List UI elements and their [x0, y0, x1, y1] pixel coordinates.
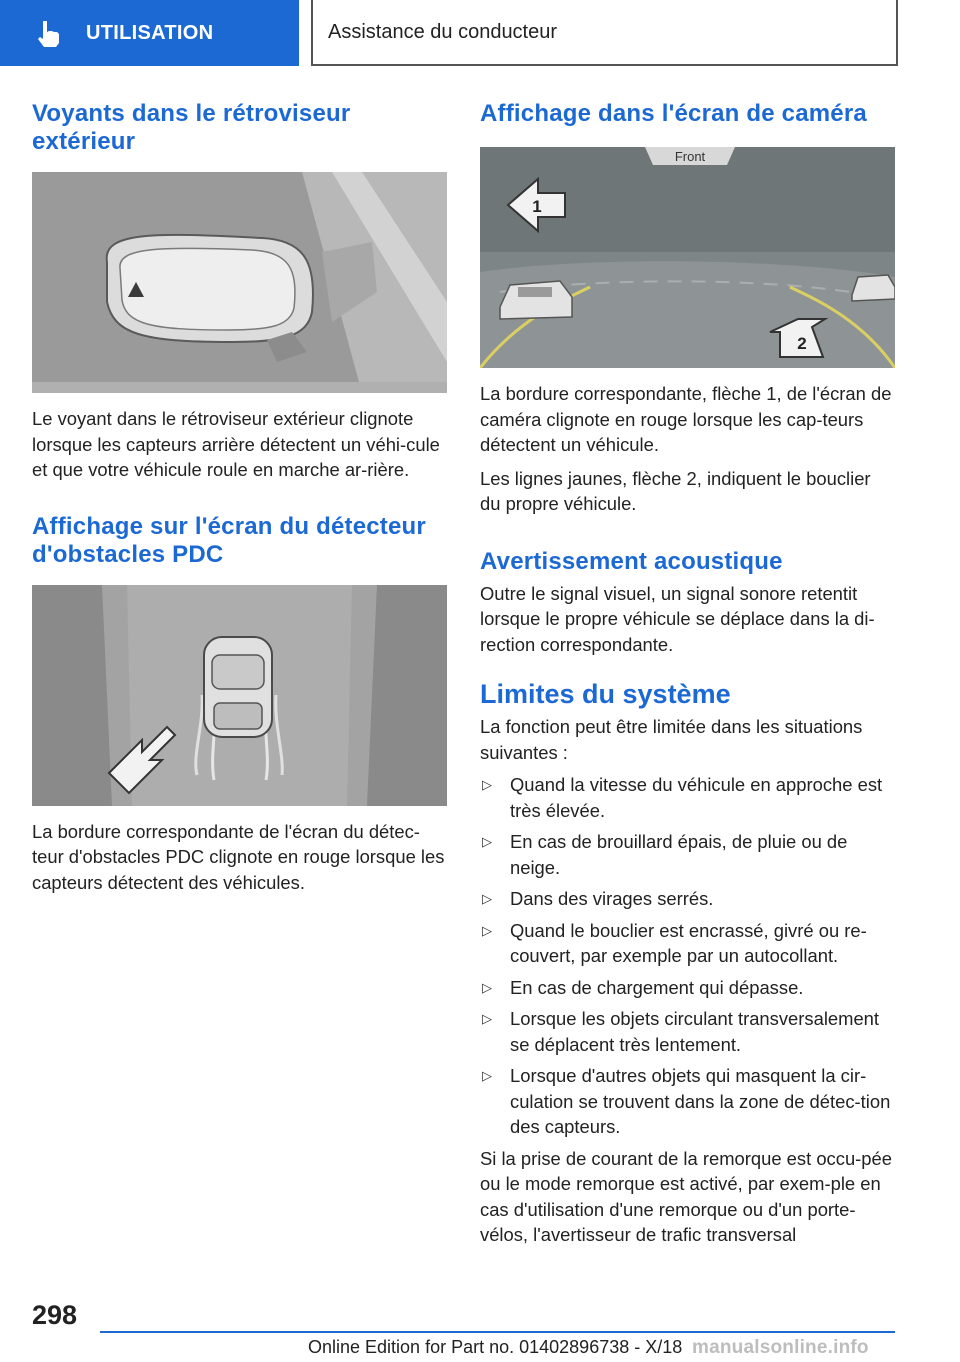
list-item: ▷ En cas de brouillard épais, de pluie ou de neige.: [482, 831, 848, 878]
side-mirror-image: [32, 172, 447, 393]
hand-pointer-icon: [34, 18, 64, 48]
section-title: Assistance du conducteur: [328, 20, 558, 43]
heading-mirror-indicators: Voyants dans le rétroviseur extérieur: [32, 100, 351, 155]
limits-intro: La fonction peut être limitée dans les situations suivantes :: [480, 716, 863, 763]
list-item: ▷ En cas de chargement qui dépasse.: [480, 975, 895, 1001]
list-item: ▷ Quand le bouclier est encrassé, givré ou re-couvert, par exemple par un autocollant.: [482, 919, 867, 966]
list-item: ▷ Lorsque d'autres objets qui masquent la cir-culation se trouvent dans la zone de détec-tion des capteurs.: [482, 1065, 891, 1137]
right-car-shape: [852, 275, 895, 301]
footer-divider: [100, 1331, 895, 1333]
page-number: 298: [32, 1300, 78, 1330]
watermark: manualsonline.info: [692, 1337, 869, 1358]
chapter-tab-label: UTILISATION: [86, 21, 214, 44]
list-item: ▷ Dans des virages serrés.: [480, 886, 895, 912]
camera-arrow2-label: 2: [797, 334, 807, 353]
right-column: [480, 100, 895, 1248]
limits-list: [480, 772, 895, 1140]
triangle-bullet-icon: ▷: [482, 891, 492, 906]
triangle-bullet-icon: ▷: [482, 1011, 492, 1026]
chapter-tab[interactable]: [0, 0, 299, 66]
triangle-bullet-icon: ▷: [482, 777, 492, 792]
acoustic-paragraph: Outre le signal visuel, un signal sonore retentit lorsque le propre véhicule se déplace dans la di-rection correspondante.: [480, 582, 875, 655]
heading-acoustic-warning: Avertissement acoustique: [480, 547, 783, 575]
triangle-bullet-icon: ▷: [482, 834, 492, 849]
camera-front-label: Front: [674, 149, 706, 164]
mirror-paragraph: Le voyant dans le rétroviseur extérieur clignote lorsque les capteurs arrière détectent un véhi-cule et que votre véhicule roule en marche ar-rière.: [32, 408, 440, 480]
pdc-paragraph: La bordure correspondante de l'écran du détec-teur d'obstacles PDC clignote en rouge lorsque les capteurs détectent des véhicules.: [32, 820, 445, 893]
heading-camera-display: Affichage dans l'écran de caméra: [480, 100, 867, 127]
left-column: [32, 100, 447, 895]
list-item: ▷ Quand la vitesse du véhicule en approche est très élevée.: [482, 774, 883, 821]
trailer-paragraph: Si la prise de courant de la remorque est occu-pée ou le mode remorque est activé, par exem-ple en cas d'utilisation d'une remorque ou d'un porte-vélos, l'avertisseur de trafic transversal: [480, 1147, 892, 1245]
list-item: ▷ Lorsque les objets circulant transversalement se déplacent très lentement.: [482, 1008, 880, 1055]
left-car-shape: [500, 281, 572, 319]
edition-note: Online Edition for Part no. 01402896738 - X/18: [308, 1337, 683, 1357]
triangle-bullet-icon: ▷: [482, 979, 492, 995]
heading-system-limits: Limites du système: [480, 679, 731, 709]
pdc-display-image: [32, 585, 447, 806]
camera-paragraph-2: Les lignes jaunes, flèche 2, indiquent le bouclier du propre véhicule.: [480, 467, 871, 514]
camera-arrow1-label: 1: [532, 197, 542, 216]
triangle-bullet-icon: ▷: [482, 1068, 492, 1083]
camera-paragraph-1: La bordure correspondante, flèche 1, de l'écran de caméra clignote en rouge lorsque les cap-teurs détectent un véhicule.: [480, 383, 892, 455]
triangle-bullet-icon: ▷: [482, 922, 492, 938]
camera-display-image: [480, 147, 895, 368]
section-header: [311, 0, 898, 66]
heading-pdc-display: Affichage sur l'écran du détecteur d'obstacles PDC: [32, 512, 426, 568]
